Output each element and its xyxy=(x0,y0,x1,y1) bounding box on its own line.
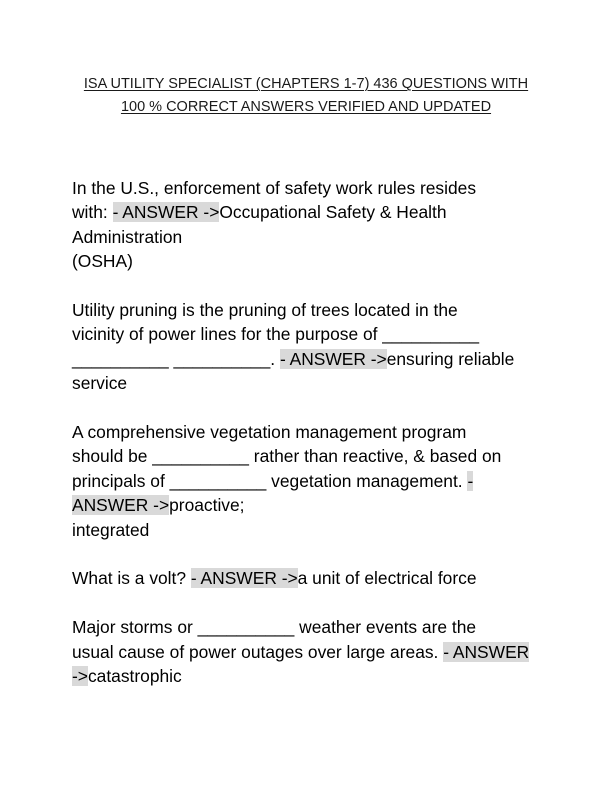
question-text: __________ __________. xyxy=(72,348,280,369)
title-line-1: ISA UTILITY SPECIALIST (CHAPTERS 1-7) 436 QUESTIONS WITH xyxy=(83,76,529,92)
answer-text: ensuring reliable xyxy=(386,348,515,369)
answer-text: service xyxy=(72,373,128,394)
question-text: Major storms or __________ weather events are the xyxy=(72,617,477,638)
answer-marker: - ANSWER -> xyxy=(190,568,298,589)
document-title xyxy=(60,73,552,119)
answer-text: proactive; xyxy=(169,495,245,516)
qa-line xyxy=(72,518,548,542)
question-text: What is a volt? xyxy=(72,568,191,589)
question-text: vicinity of power lines for the purpose of __________ xyxy=(72,324,480,345)
question-text: usual cause of power outages over large areas. xyxy=(72,641,444,662)
qa-item-2 xyxy=(72,298,548,396)
question-text: with: xyxy=(72,202,113,223)
qa-line xyxy=(72,469,548,493)
answer-text: Administration xyxy=(72,226,183,247)
qa-line xyxy=(72,200,548,224)
answer-marker: - ANSWER xyxy=(443,641,530,662)
answer-marker: - ANSWER -> xyxy=(112,202,220,223)
qa-list xyxy=(72,176,548,713)
answer-text: Occupational Safety & Health xyxy=(219,202,447,223)
qa-item-4 xyxy=(72,566,548,590)
answer-marker: ANSWER -> xyxy=(72,495,170,516)
answer-marker: - xyxy=(467,470,474,491)
qa-line xyxy=(72,493,548,517)
answer-marker: -> xyxy=(72,666,88,687)
qa-item-3 xyxy=(72,420,548,542)
question-text: should be __________ rather than reactive, & based on xyxy=(72,446,502,467)
answer-text: catastrophic xyxy=(87,666,182,687)
question-text: A comprehensive vegetation management program xyxy=(72,422,467,443)
answer-text: (OSHA) xyxy=(72,251,133,272)
qa-line xyxy=(72,347,548,371)
qa-line xyxy=(72,420,548,444)
qa-line xyxy=(72,566,548,590)
qa-line xyxy=(72,249,548,273)
qa-line xyxy=(72,322,548,346)
qa-line xyxy=(72,664,548,688)
answer-marker: - ANSWER -> xyxy=(279,348,387,369)
answer-text: integrated xyxy=(72,519,150,540)
qa-line xyxy=(72,298,548,322)
qa-line xyxy=(72,640,548,664)
answer-text: a unit of electrical force xyxy=(297,568,477,589)
question-text: Utility pruning is the pruning of trees located in the xyxy=(72,300,458,321)
qa-line xyxy=(72,225,548,249)
qa-line xyxy=(72,371,548,395)
title-line-2: 100 % CORRECT ANSWERS VERIFIED AND UPDATED xyxy=(120,99,492,115)
qa-item-1 xyxy=(72,176,548,274)
qa-line xyxy=(72,615,548,639)
question-text: principals of __________ vegetation management. xyxy=(72,470,468,491)
qa-item-5 xyxy=(72,615,548,688)
qa-line xyxy=(72,444,548,468)
question-text: In the U.S., enforcement of safety work rules resides xyxy=(72,178,477,198)
qa-line xyxy=(72,176,548,200)
